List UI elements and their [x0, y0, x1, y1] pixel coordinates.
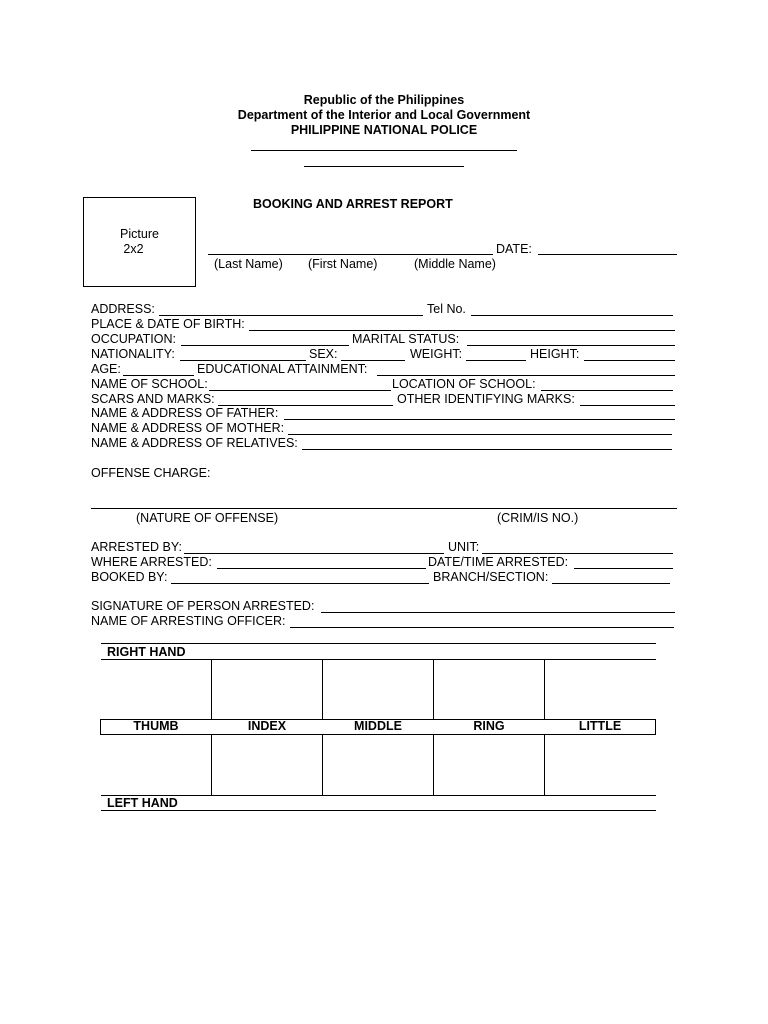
fingerprint-top-rule [101, 643, 656, 644]
signature-person-arrested-field[interactable] [321, 612, 675, 613]
height-label: HEIGHT: [530, 347, 580, 361]
address-label: ADDRESS: [91, 302, 155, 316]
left-hand-rule [101, 795, 656, 796]
fingerprint-bottom-rule [101, 810, 656, 811]
left-hand-label: LEFT HAND [107, 796, 178, 810]
tel-no-label: Tel No. [427, 302, 466, 316]
height-field[interactable] [584, 360, 675, 361]
where-arrested-label: WHERE ARRESTED: [91, 555, 212, 569]
where-arrested-row [91, 555, 676, 570]
name-field-line[interactable] [208, 254, 493, 255]
date-field-line[interactable] [538, 254, 677, 255]
right-index-print-cell[interactable] [212, 660, 322, 719]
marital-status-field[interactable] [467, 345, 675, 346]
weight-label: WEIGHT: [410, 347, 463, 361]
location-of-school-field[interactable] [541, 390, 673, 391]
first-name-caption: (First Name) [308, 257, 378, 271]
educational-attainment-field[interactable] [377, 375, 675, 376]
father-row [91, 406, 676, 421]
school-row [91, 377, 676, 392]
date-label: DATE: [496, 242, 532, 256]
weight-field[interactable] [466, 360, 526, 361]
location-of-school-label: LOCATION OF SCHOOL: [392, 377, 536, 391]
left-ring-print-cell[interactable] [434, 736, 544, 795]
signature-person-arrested-label: SIGNATURE OF PERSON ARRESTED: [91, 599, 315, 613]
arresting-officer-label: NAME OF ARRESTING OFFICER: [91, 614, 286, 628]
address-row [91, 302, 676, 317]
tel-no-field[interactable] [471, 315, 673, 316]
finger-label-ring: RING [473, 719, 505, 733]
scars-row [91, 392, 676, 407]
unit-label: UNIT: [448, 540, 480, 554]
occupation-row [91, 332, 676, 347]
last-name-caption: (Last Name) [214, 257, 283, 271]
nationality-label: NATIONALITY: [91, 347, 175, 361]
signature-row [91, 599, 676, 614]
place-date-birth-field[interactable] [249, 330, 675, 331]
finger-label-middle: MIDDLE [354, 719, 402, 733]
photo-label: Picture [120, 227, 159, 241]
branch-section-label: BRANCH/SECTION: [433, 570, 549, 584]
right-middle-print-cell[interactable] [323, 660, 433, 719]
nationality-field[interactable] [180, 360, 306, 361]
finger-label-index: INDEX [247, 719, 287, 733]
left-middle-print-cell[interactable] [323, 736, 433, 795]
mother-label: NAME & ADDRESS OF MOTHER: [91, 421, 285, 435]
photo-box[interactable] [83, 197, 196, 287]
finger-label-thumb: THUMB [133, 719, 179, 733]
relatives-field[interactable] [302, 449, 672, 450]
header-department: Department of the Interior and Local Government [237, 108, 531, 122]
middle-name-caption: (Middle Name) [414, 257, 496, 271]
date-time-arrested-field[interactable] [574, 568, 673, 569]
left-index-print-cell[interactable] [212, 736, 322, 795]
photo-size-label: 2x2 [123, 242, 144, 256]
educational-attainment-label: EDUCATIONAL ATTAINMENT: [197, 362, 368, 376]
address-field[interactable] [159, 315, 423, 316]
right-hand-label: RIGHT HAND [107, 645, 186, 659]
father-field[interactable] [284, 419, 675, 420]
age-field[interactable] [123, 375, 194, 376]
booked-by-field[interactable] [171, 583, 429, 584]
sex-label: SEX: [309, 347, 338, 361]
where-arrested-field[interactable] [217, 568, 426, 569]
occupation-label: OCCUPATION: [91, 332, 176, 346]
birth-row [91, 317, 676, 332]
occupation-field[interactable] [181, 345, 349, 346]
right-ring-print-cell[interactable] [434, 660, 544, 719]
header-blank-line-2[interactable] [304, 166, 464, 167]
header-blank-line-1[interactable] [251, 150, 517, 151]
header-pnp: PHILIPPINE NATIONAL POLICE [290, 123, 478, 137]
relatives-label: NAME & ADDRESS OF RELATIVES: [91, 436, 298, 450]
relatives-row [91, 436, 676, 451]
name-of-school-label: NAME OF SCHOOL: [91, 377, 208, 391]
arresting-officer-field[interactable] [290, 627, 674, 628]
arrested-by-field[interactable] [184, 553, 444, 554]
marital-status-label: MARITAL STATUS: [352, 332, 460, 346]
sex-field[interactable] [341, 360, 405, 361]
left-little-print-cell[interactable] [545, 736, 655, 795]
age-row [91, 362, 676, 377]
left-thumb-print-cell[interactable] [101, 736, 211, 795]
mother-row [91, 421, 676, 436]
right-thumb-print-cell[interactable] [101, 660, 211, 719]
offense-charge-label: OFFENSE CHARGE: [91, 466, 211, 480]
age-label: AGE: [91, 362, 121, 376]
header-republic: Republic of the Philippines [303, 93, 465, 107]
crim-is-no-caption: (CRIM/IS NO.) [497, 511, 579, 525]
arresting-officer-row [91, 614, 676, 629]
form-title: BOOKING AND ARREST REPORT [253, 197, 453, 211]
booked-by-row [91, 570, 676, 585]
arrested-by-label: ARRESTED BY: [91, 540, 182, 554]
scars-and-marks-label: SCARS AND MARKS: [91, 392, 215, 406]
unit-field[interactable] [482, 553, 673, 554]
offense-charge-field[interactable] [91, 508, 677, 509]
nature-of-offense-caption: (NATURE OF OFFENSE) [136, 511, 279, 525]
right-little-print-cell[interactable] [545, 660, 655, 719]
date-time-arrested-label: DATE/TIME ARRESTED: [428, 555, 569, 569]
father-label: NAME & ADDRESS OF FATHER: [91, 406, 279, 420]
name-of-school-field[interactable] [209, 390, 391, 391]
mother-field[interactable] [288, 434, 672, 435]
branch-section-field[interactable] [552, 583, 670, 584]
finger-label-little: LITTLE [578, 719, 622, 733]
place-date-birth-label: PLACE & DATE OF BIRTH: [91, 317, 245, 331]
nationality-row [91, 347, 676, 362]
booked-by-label: BOOKED BY: [91, 570, 168, 584]
arrested-by-row [91, 540, 676, 555]
other-identifying-marks-label: OTHER IDENTIFYING MARKS: [397, 392, 575, 406]
